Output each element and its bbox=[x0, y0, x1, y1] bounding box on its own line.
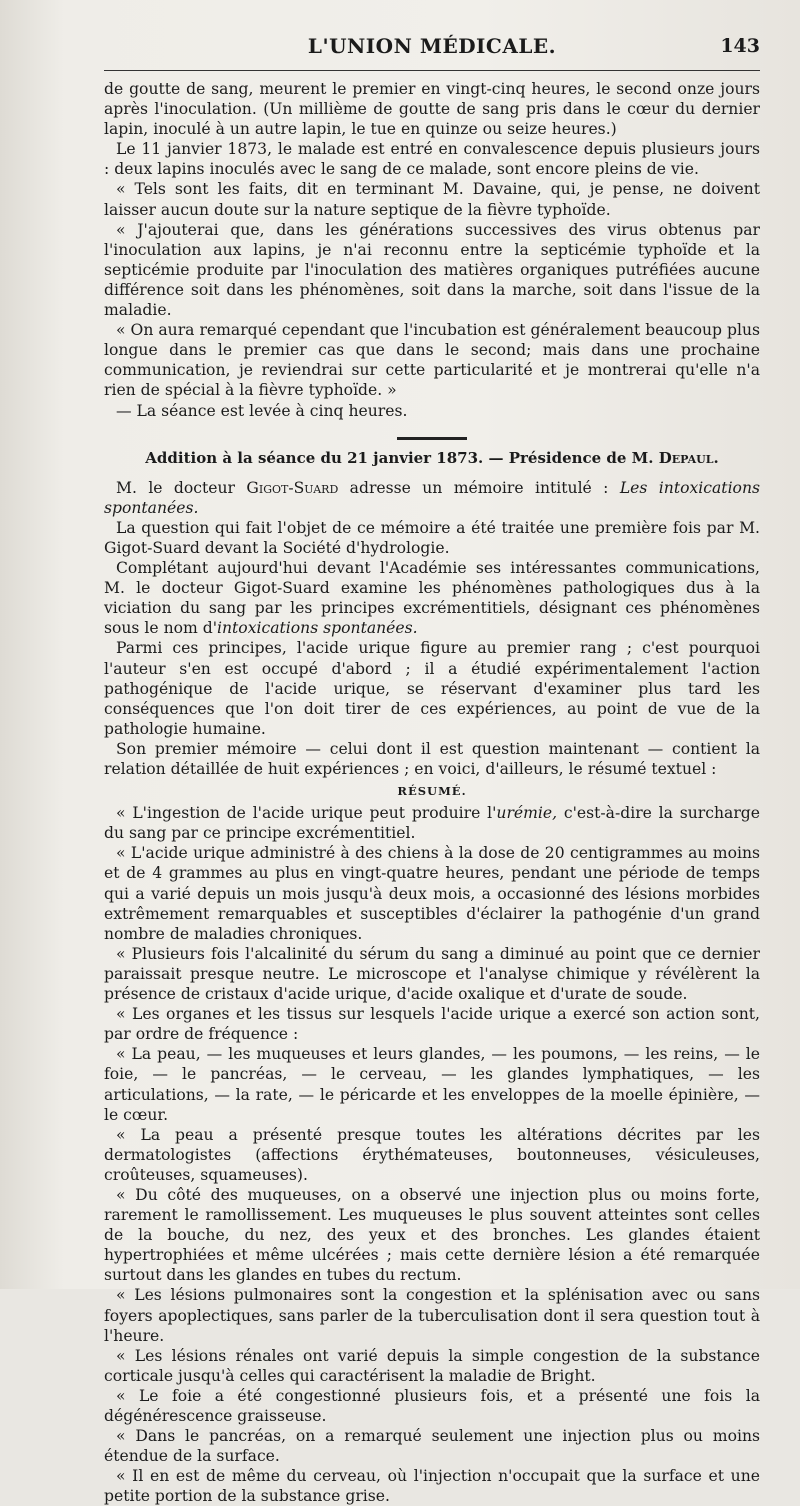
section-heading bbox=[104, 448, 760, 468]
paragraph: « La peau, — les muqueuses et leurs glandes, — les poumons, — les reins, — le foie, — le pancréas, — le cerveau, — les glandes lymphatiques, — les articulations, — la rate, — le péricarde et les enveloppes de la moelle épinière, — le cœur. bbox=[104, 1045, 760, 1124]
paragraph: « Les organes et les tissus sur lesquels l'acide urique a exercé son action sont, par ordre de fréquence : bbox=[104, 1005, 760, 1044]
paragraph: « J'ajouterai que, dans les générations successives des virus obtenus par l'inoculation aux lapins, je n'ai reconnu entre la septicémie typhoïde et la septicémie produite par l'inoculation des matières organiques putréfiées aucune différence soit dans les phénomènes, soit dans la marche, soit dans l'issue de la maladie. bbox=[104, 220, 760, 320]
paragraph: « Le foie a été congestionné plusieurs fois, et a présenté une fois la dégénérescence graisseuse. bbox=[104, 1386, 760, 1425]
paragraph: de goutte de sang, meurent le premier en vingt-cinq heures, le second onze jours après l'inoculation. (Un millième de goutte de sang pris dans le cœur du dernier lapin, inoculé à un autre lapin, le tue en quinze ou seize heures.) bbox=[104, 80, 760, 139]
president-name: Depaul bbox=[658, 448, 714, 467]
emphasis: intoxications spontanées. bbox=[217, 619, 418, 638]
section-divider bbox=[397, 437, 467, 440]
paragraph: « Les lésions pulmonaires sont la congestion et la splénisation avec ou sans foyers apoplectiques, sans parler de la tuberculisation dont il sera question tout à l'heure. bbox=[104, 1286, 760, 1345]
paragraph bbox=[104, 478, 760, 518]
paragraph: « La peau a présenté presque toutes les altérations décrites par les dermatologistes (affections érythémateuses, boutonneuses, vésiculeuses, croûteuses, squameuses). bbox=[104, 1125, 760, 1184]
emphasis: urémie, bbox=[496, 804, 558, 823]
paragraph: Parmi ces principes, l'acide urique figure au premier rang ; c'est pourquoi l'auteur s'en est occupé d'abord ; il a étudié expérimentalement l'action pathogénique de l'acide urique, se réservant d'examiner plus tard les conséquences que l'on doit tirer de ces expériences, au point de vue de la pathologie humaine. bbox=[104, 639, 760, 738]
page-number: 143 bbox=[720, 35, 760, 57]
page-header bbox=[104, 26, 760, 66]
memoir-title: Les intoxications spontanées. bbox=[104, 478, 760, 517]
header-rule bbox=[104, 70, 760, 71]
paragraph: « Plusieurs fois l'alcalinité du sérum du sang a diminué au point que ce dernier paraissait presque neutre. Le microscope et l'analyse chimique y révélèrent la présence de cristaux d'acide urique, d'acide oxalique et d'urate de soude. bbox=[104, 944, 760, 1004]
paragraph: « On aura remarqué cependant que l'incubation est généralement beaucoup plus longue dans le premier cas que dans le second; mais dans une prochaine communication, je reviendrai sur cette particularité et je montrerai qu'elle n'a rien de spécial à la fièvre typhoïde. » bbox=[104, 321, 760, 400]
paragraph: « Les lésions rénales ont varié depuis la simple congestion de la substance corticale jusqu'à celles qui caractérisent la maladie de Bright. bbox=[104, 1346, 760, 1385]
journal-title: L'UNION MÉDICALE. bbox=[307, 34, 557, 58]
paragraph: « L'acide urique administré à des chiens à la dose de 20 centigrammes au moins et de 4 grammes au plus en vingt-quatre heures, pendant une période de temps qui a varié depuis un mois jusqu'à deux mois, a occasionné des lésions morbides extrêmement remarquables et susceptibles d'éclairer la pathogénie d'un grand nombre de maladies chroniques. bbox=[104, 844, 760, 943]
paragraph: — La séance est levée à cinq heures. bbox=[116, 401, 408, 420]
text-run: adresse un mémoire intitulé : bbox=[338, 478, 620, 497]
paragraph: « Il en est de même du cerveau, où l'injection n'occupait que la surface et une petite portion de la substance grise. bbox=[104, 1467, 760, 1506]
author-name: Gigot-Suard bbox=[246, 478, 339, 497]
heading-text: Addition à la séance du 21 janvier 1873. — Présidence de M. bbox=[145, 448, 659, 467]
text-column bbox=[104, 79, 760, 1506]
paragraph bbox=[104, 803, 760, 843]
text-run: M. le docteur bbox=[116, 478, 247, 497]
paragraph: Son premier mémoire — celui dont il est question maintenant — contient la relation détaillée de huit expériences ; en voici, d'ailleurs, le résumé textuel : bbox=[104, 739, 760, 778]
heading-suffix: . bbox=[713, 448, 719, 467]
paragraph bbox=[104, 558, 760, 638]
text-run: Complétant aujourd'hui devant l'Académie ses intéressantes communications, M. le docteur Gigot-Suard examine les phénomènes pathologiques dus à la viciation du sang par les principes excrémentitiels, désignant ces phénomènes sous le nom d' bbox=[104, 559, 760, 638]
text-run: « L'ingestion de l'acide urique peut produire l' bbox=[116, 804, 497, 823]
text-run: c'est-à-dire la surcharge du sang par ce principe excrémentitiel. bbox=[104, 804, 760, 843]
paragraph: « Tels sont les faits, dit en terminant M. Davaine, qui, je pense, ne doivent laisser aucun doute sur la nature septique de la fièvre typhoïde. bbox=[104, 180, 760, 219]
paragraph: « Du côté des muqueuses, on a observé une injection plus ou moins forte, rarement le ramollissement. Les muqueuses le plus souvent atteintes sont celles de la bouche, du nez, des yeux et des bronches. Les glandes étaient hypertrophiées et même ulcérées ; mais cette dernière lésion a été remarquée surtout dans les glandes en tubes du rectum. bbox=[104, 1185, 760, 1285]
paragraph: « Dans le pancréas, on a remarqué seulement une injection plus ou moins étendue de la surface. bbox=[104, 1427, 760, 1466]
paragraph: Le 11 janvier 1873, le malade est entré en convalescence depuis plusieurs jours : deux lapins inoculés avec le sang de ce malade, sont encore pleins de vie. bbox=[104, 140, 760, 179]
paragraph: La question qui fait l'objet de ce mémoire a été traitée une première fois par M. Gigot-Suard devant la Société d'hydrologie. bbox=[104, 518, 760, 557]
resume-heading: RÉSUMÉ. bbox=[397, 784, 467, 799]
